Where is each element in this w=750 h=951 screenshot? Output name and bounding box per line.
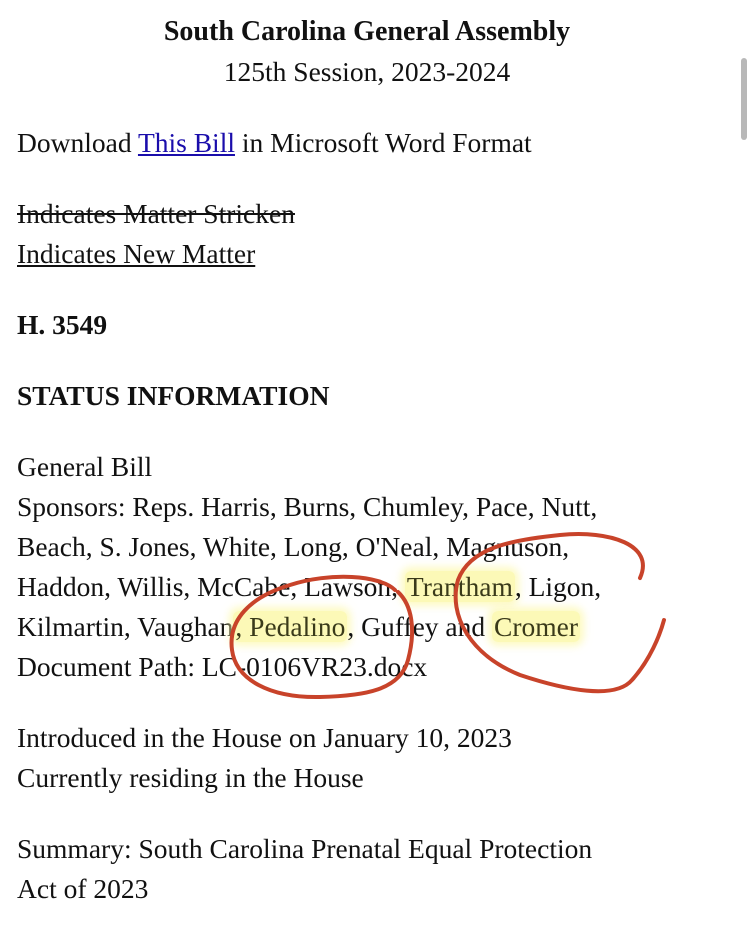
summary-block bbox=[17, 829, 717, 909]
this-bill-link[interactable]: This Bill bbox=[137, 127, 235, 158]
sponsors-text: Kilmartin, Vaughan bbox=[17, 611, 234, 642]
page-title: South Carolina General Assembly bbox=[163, 16, 571, 47]
sponsors-text: , Ligon, bbox=[514, 571, 602, 602]
legend-stricken: Indicates Matter Stricken bbox=[17, 198, 295, 229]
download-prefix: Download bbox=[17, 127, 138, 158]
session-subtitle: 125th Session, 2023-2024 bbox=[223, 56, 511, 87]
sponsors-line-4 bbox=[17, 607, 717, 647]
sponsors-line-2: Beach, S. Jones, White, Long, O'Neal, Magnuson, bbox=[17, 531, 570, 562]
document-path: Document Path: LC-0106VR23.docx bbox=[17, 651, 428, 682]
sponsors-line-1: Sponsors: Reps. Harris, Burns, Chumley, Pace, Nutt, bbox=[17, 491, 598, 522]
sponsors-text: , bbox=[391, 571, 405, 602]
legend bbox=[17, 194, 717, 274]
summary-line-2: Act of 2023 bbox=[17, 873, 149, 904]
summary-line-1: Summary: South Carolina Prenatal Equal Protection bbox=[17, 833, 593, 864]
status-heading: STATUS INFORMATION bbox=[17, 380, 330, 411]
scrollbar-thumb[interactable] bbox=[741, 58, 747, 140]
sponsors-text: , Guffey and bbox=[347, 611, 492, 642]
download-line bbox=[17, 123, 717, 163]
bill-number: H. 3549 bbox=[17, 309, 108, 340]
bill-type: General Bill bbox=[17, 451, 153, 482]
sponsors-text: Haddon, Willis, McCabe, Lawson bbox=[17, 571, 392, 602]
introduction-block bbox=[17, 718, 717, 798]
bill-document bbox=[17, 12, 717, 909]
highlight-cromer: Cromer bbox=[494, 611, 579, 642]
residing-status: Currently residing in the House bbox=[17, 762, 364, 793]
download-suffix: in Microsoft Word Format bbox=[234, 127, 532, 158]
highlight-trantham: Trantham bbox=[406, 571, 513, 602]
legend-new-matter: Indicates New Matter bbox=[17, 238, 256, 269]
introduced-date: Introduced in the House on January 10, 2023 bbox=[17, 722, 512, 753]
highlight-pedalino: , Pedalino bbox=[235, 611, 346, 642]
sponsors-line-3 bbox=[17, 567, 717, 607]
status-block bbox=[17, 447, 717, 687]
